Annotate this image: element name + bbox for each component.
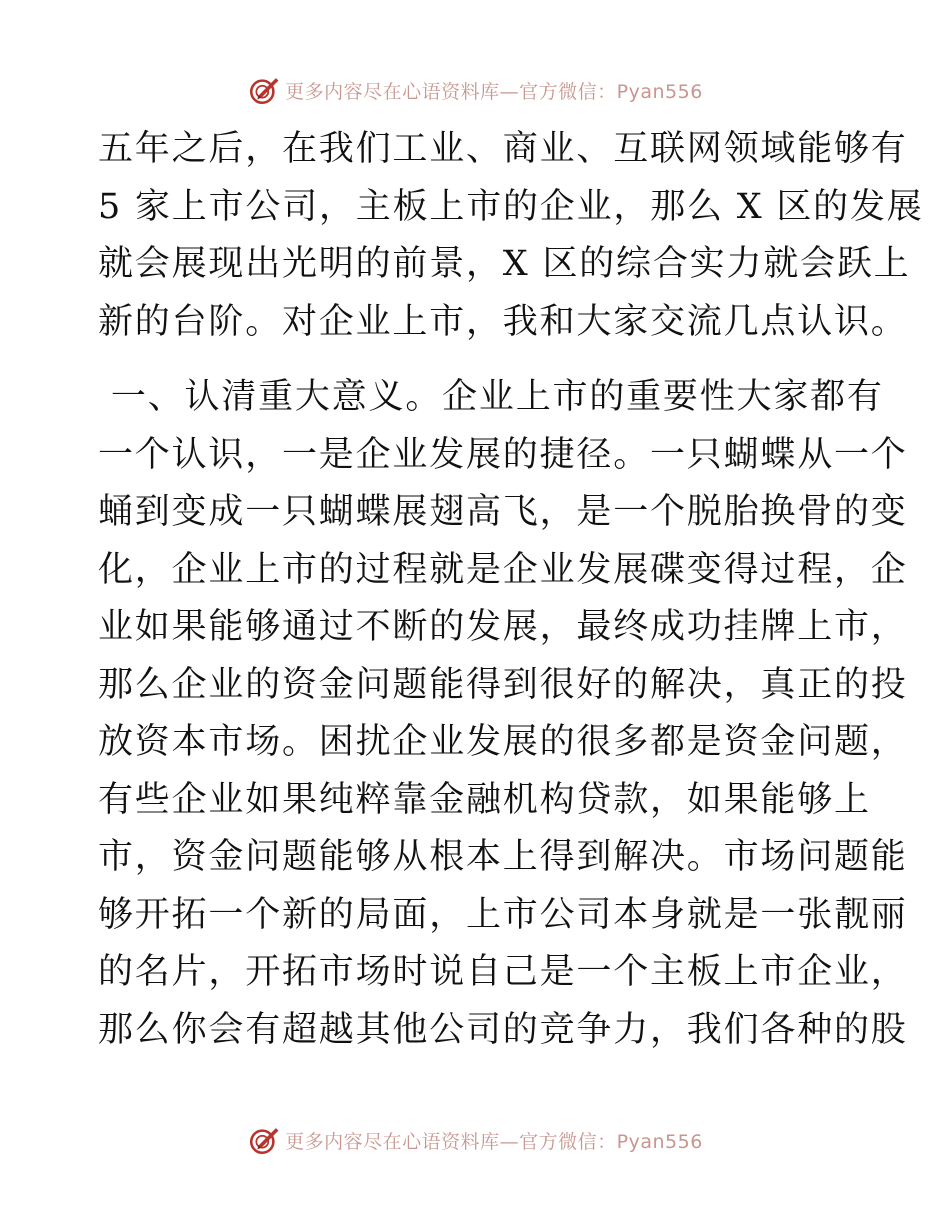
text-line: 业如果能够通过不断的发展，最终成功挂牌上市， <box>98 607 908 647</box>
text-line: 放资本市场。困扰企业发展的很多都是资金问题， <box>98 722 908 762</box>
pen-logo-icon <box>247 73 281 107</box>
text-line: 一个认识，一是企业发展的捷径。一只蝴蝶从一个 <box>98 434 908 475</box>
header-watermark <box>0 70 950 110</box>
document-body <box>98 121 924 1059</box>
footer-watermark <box>0 1120 950 1160</box>
text-line: 蛹到变成一只蝴蝶展翅高飞，是一个脱胎换骨的变 <box>98 492 908 532</box>
watermark-text: 更多内容尽在心语资料库—官方微信：Pyan556 <box>285 80 703 103</box>
paragraph <box>98 369 908 1059</box>
text-line: 五年之后，在我们工业、商业、互联网领域能够有 <box>98 129 908 169</box>
text-line: 化，企业上市的过程就是企业发展碟变得过程，企 <box>98 549 908 590</box>
text-line: 一、认清重大意义。企业上市的重要性大家都有 <box>98 377 884 417</box>
wechat-id: Pyan556 <box>616 1130 703 1153</box>
text-line: 有些企业如果纯粹靠金融机构贷款，如果能够上 <box>98 779 871 820</box>
text-line: 就会展现出光明的前景，X 区的综合实力就会跃上 <box>98 244 911 284</box>
pen-logo-icon <box>247 1123 281 1157</box>
text-line: 市，资金问题能够从根本上得到解决。市场问题能 <box>98 837 908 877</box>
wechat-id: Pyan556 <box>616 80 703 103</box>
text-line: 那么你会有超越其他公司的竞争力，我们各种的股 <box>98 1009 908 1050</box>
text-line: 的名片，开拓市场时说自己是一个主板上市企业， <box>98 952 908 992</box>
paragraph <box>98 121 924 351</box>
text-line: 5 家上市公司，主板上市的企业，那么 X 区的发展 <box>98 186 924 227</box>
text-line: 新的台阶。对企业上市，我和大家交流几点认识。 <box>98 301 908 342</box>
text-line: 够开拓一个新的局面，上市公司本身就是一张靓丽 <box>98 894 908 935</box>
text-line: 那么企业的资金问题能得到很好的解决，真正的投 <box>98 664 908 705</box>
watermark-text: 更多内容尽在心语资料库—官方微信：Pyan556 <box>285 1130 703 1153</box>
